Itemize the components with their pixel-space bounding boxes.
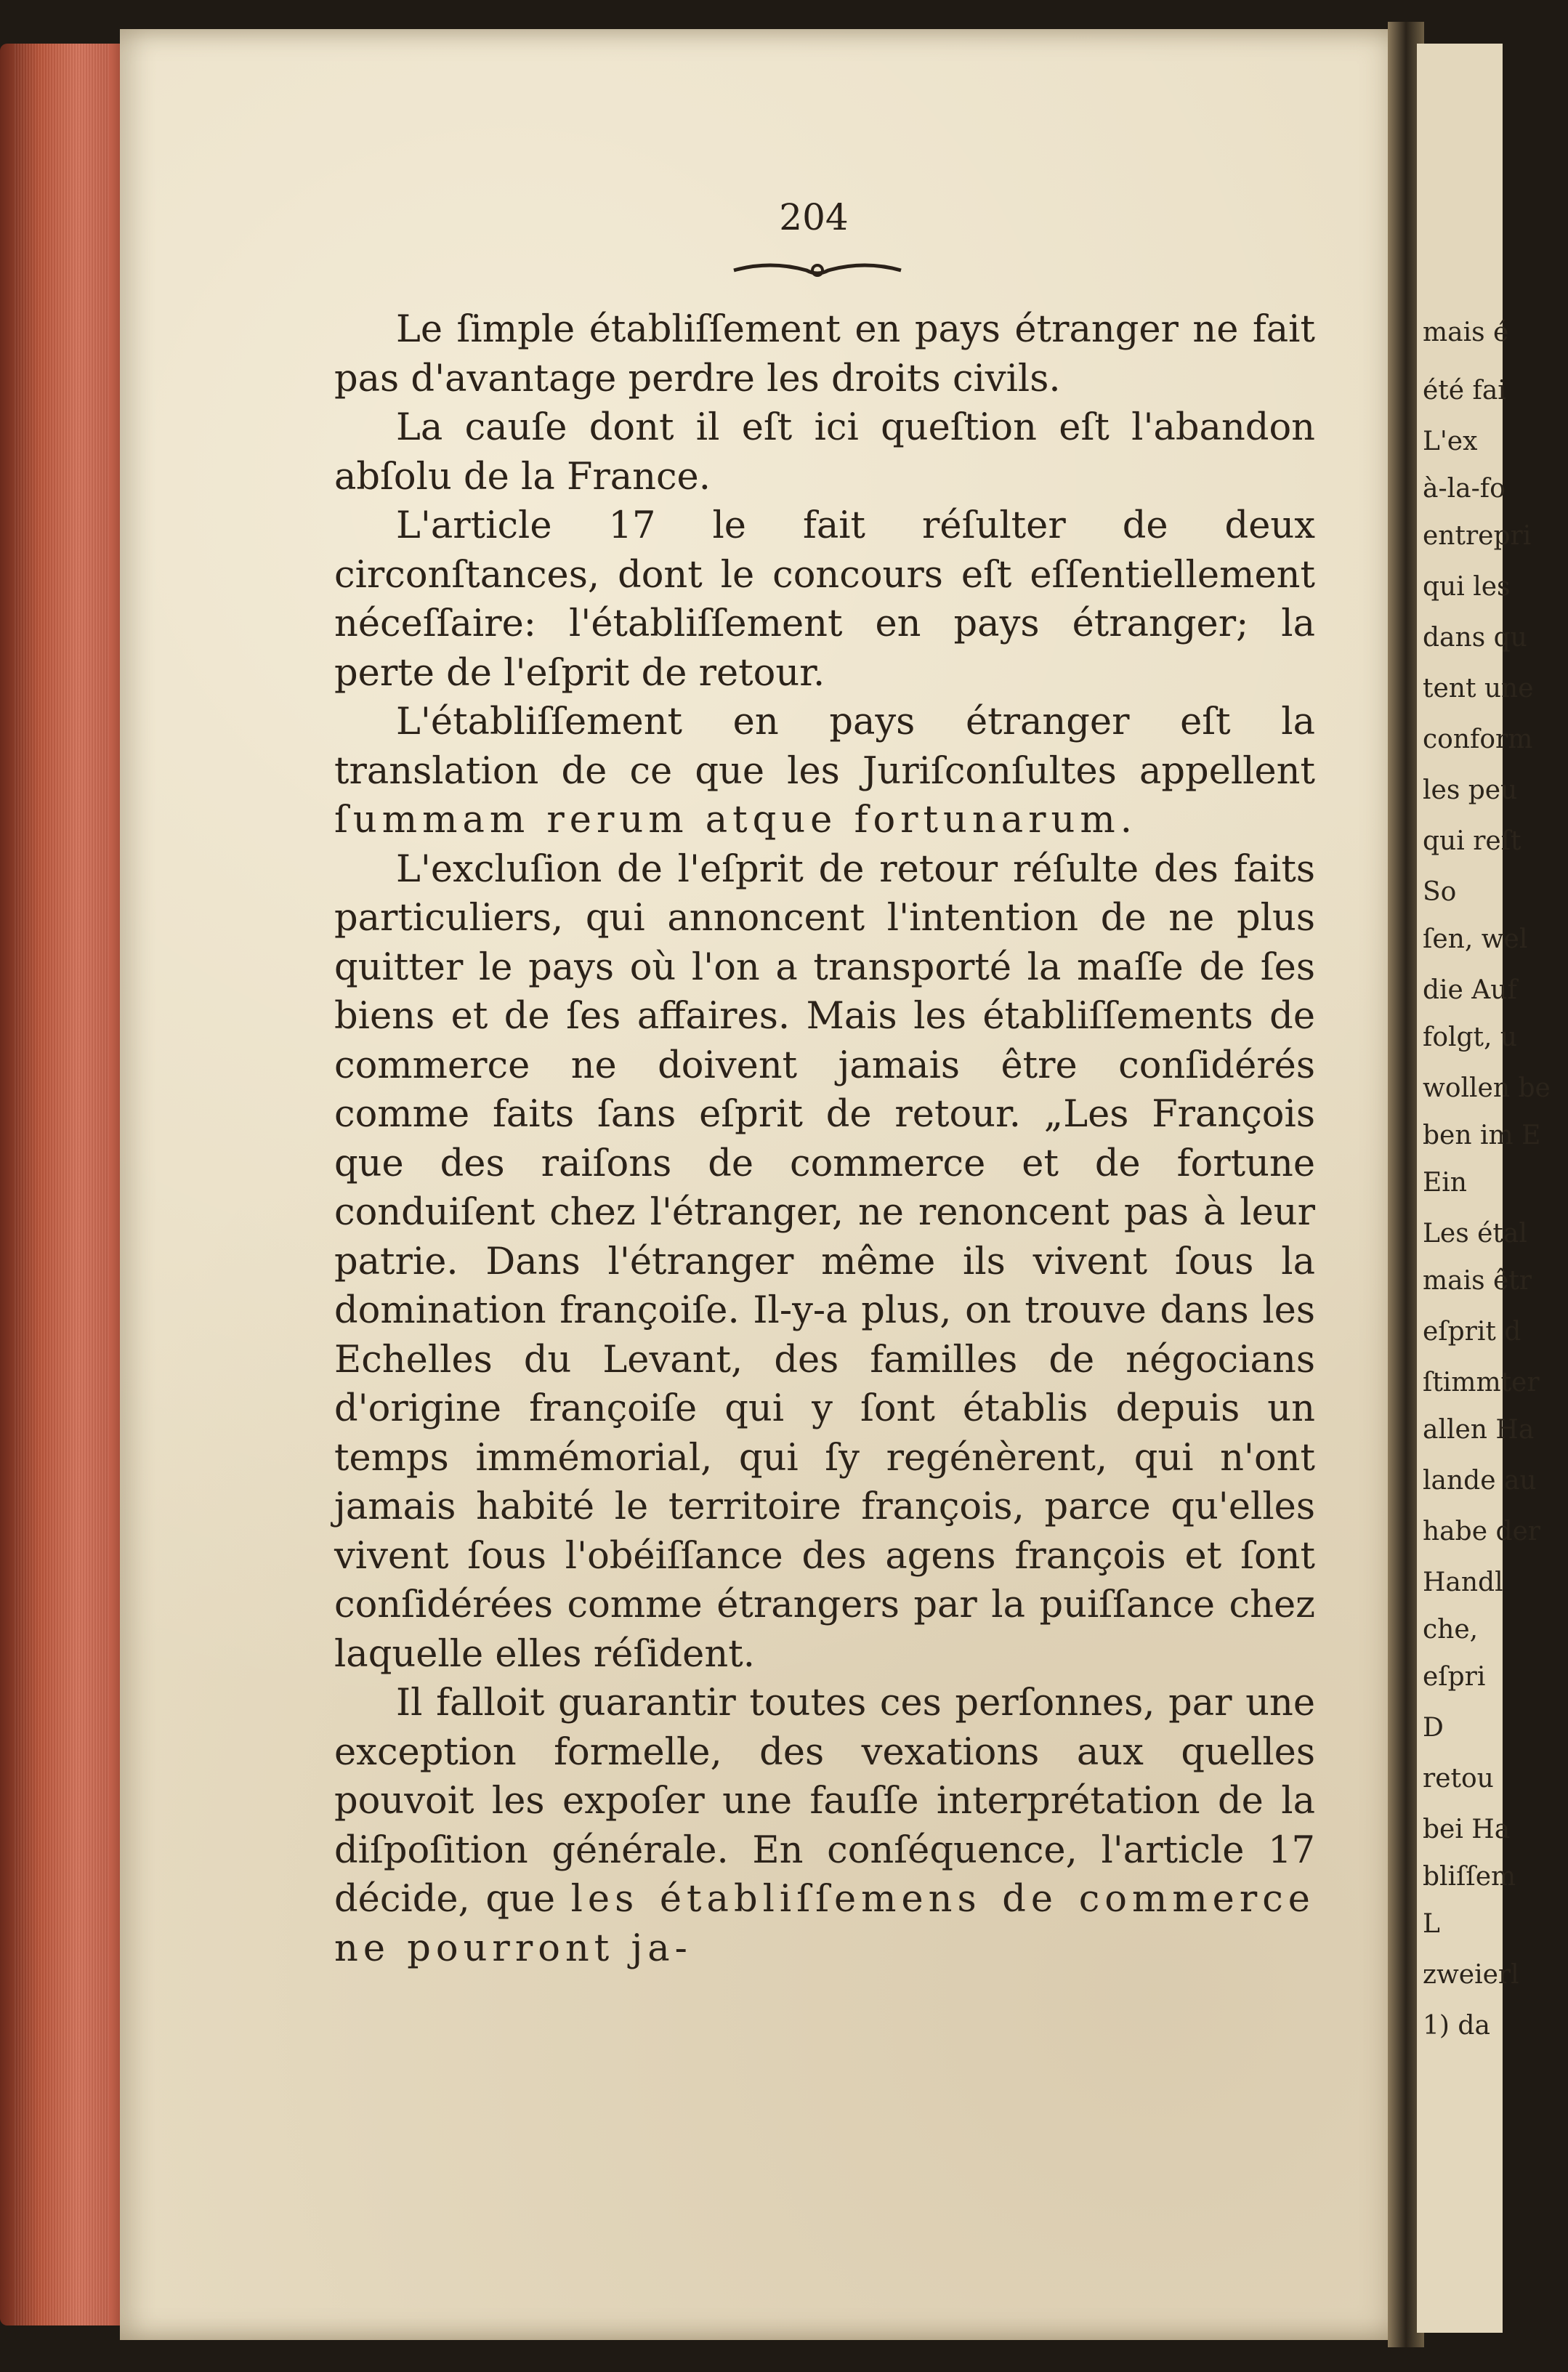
latin-phrase: ſummam rerum atque fortunarum. — [334, 799, 1137, 842]
next-page-line: eſpri — [1423, 1662, 1486, 1692]
next-page-line: ſen, wel — [1423, 924, 1528, 954]
next-page-line: D — [1423, 1713, 1444, 1743]
next-page-line: tent une — [1423, 674, 1534, 703]
next-page-line: habe der — [1423, 1517, 1540, 1546]
next-page-line: ben im E — [1423, 1121, 1541, 1150]
next-page-line: à-la-fo — [1423, 474, 1506, 504]
next-page-line: mais êtr — [1423, 1266, 1532, 1296]
next-page-line: dans qu — [1423, 623, 1527, 653]
next-page-line: qui reſt — [1423, 826, 1521, 856]
next-page-line: ſtimmter — [1423, 1368, 1540, 1397]
paragraph-6-text: Il falloit guarantir toutes ces perſonnes, par une exception formelle, des vexations aux quelles pouvoit les expoſer une fauſſe interprétation de la diſpoſition générale. En conſéquence, l'article 17 décide, que — [334, 1682, 1315, 1921]
paragraph-3: L'article 17 le fait réſulter de deux circonſtances, dont le concours eſt eſſentiellement néceſſaire: l'établiſſement en pays étranger; la perte de l'eſprit de retour. — [334, 504, 1315, 695]
paragraph-4 — [334, 698, 1315, 845]
paragraph-2: La cauſe dont il eſt ici queſtion eſt l'abandon abſolu de la France. — [334, 406, 1315, 499]
page-number: 204 — [779, 196, 849, 238]
next-page-line: entrepri — [1423, 521, 1532, 551]
next-page-line: che, — [1423, 1615, 1479, 1645]
body-text — [334, 305, 1315, 1973]
next-page-line: allen Ha — [1423, 1415, 1535, 1445]
next-page-line: Handl — [1423, 1568, 1503, 1597]
paragraph-6 — [334, 1679, 1315, 1973]
next-page-line: die Auf — [1423, 975, 1517, 1005]
paragraph-4-text: L'établiſſement en pays étranger eſt la translation de ce que les Juriſconſultes appellent — [334, 701, 1315, 793]
paragraph-5: L'excluſion de l'eſprit de retour réſulte des faits particuliers, qui annoncent l'intention de ne plus quitter le pays où l'on a transporté la maſſe de ſes biens et de ſes affaires. Mais les établiſſements de commerce ne doivent jamais être conſidérés comme faits ſans eſprit de retour. „Les François que des raiſons de commerce et de fortune conduiſent chez l'étranger, ne renoncent pas à leur patrie. Dans l'étranger même ils vivent ſous la domination françoiſe. Il-y-a plus, on trouve dans les Echelles du Levant, des familles de négocians d'origine françoiſe qui y ſont établis depuis un temps immémorial, qui ſy regénèrent, qui n'ont jamais habité le territoire françois, parce qu'elles vivent ſous l'obéiſſance des agens françois et ſont conſidérées comme étrangers par la puiſſance chez laquelle elles réſident. — [334, 847, 1315, 1676]
next-page-line: zweierl — [1423, 1960, 1519, 1990]
next-page-line: été fai — [1423, 376, 1506, 406]
next-page-line: bliſſem — [1423, 1862, 1516, 1892]
next-page-line: Ein — [1423, 1168, 1467, 1198]
next-page-line: L — [1423, 1909, 1440, 1939]
next-page-line: folgt, u — [1423, 1022, 1518, 1052]
next-page-line: qui les — [1423, 572, 1511, 602]
next-page-line: lande au — [1423, 1466, 1537, 1496]
book-edge-left — [0, 44, 131, 2325]
next-page-margin — [1417, 44, 1551, 2333]
next-page-line: wollen be — [1423, 1073, 1551, 1103]
next-page-line: conform — [1423, 725, 1533, 754]
next-page-line: les peu — [1423, 775, 1518, 805]
next-page-line: L'ex — [1423, 427, 1478, 456]
ornament-divider — [727, 254, 908, 283]
next-page-line: bei Ha — [1423, 1815, 1511, 1844]
next-page-line: retou — [1423, 1764, 1494, 1794]
spaced-ending: les établiſſemens de commerce ne pourront ja- — [334, 1878, 1315, 1970]
next-page-line: Les étal — [1423, 1219, 1527, 1248]
paragraph-1: Le ſimple établiſſement en pays étranger ne fait pas d'avantage perdre les droits civils. — [334, 308, 1315, 400]
next-page-line: mais é — [1423, 318, 1509, 347]
next-page-line: 1) da — [1423, 2011, 1490, 2041]
next-page-line: eſprit d — [1423, 1317, 1521, 1347]
next-page-line: So — [1423, 877, 1457, 907]
